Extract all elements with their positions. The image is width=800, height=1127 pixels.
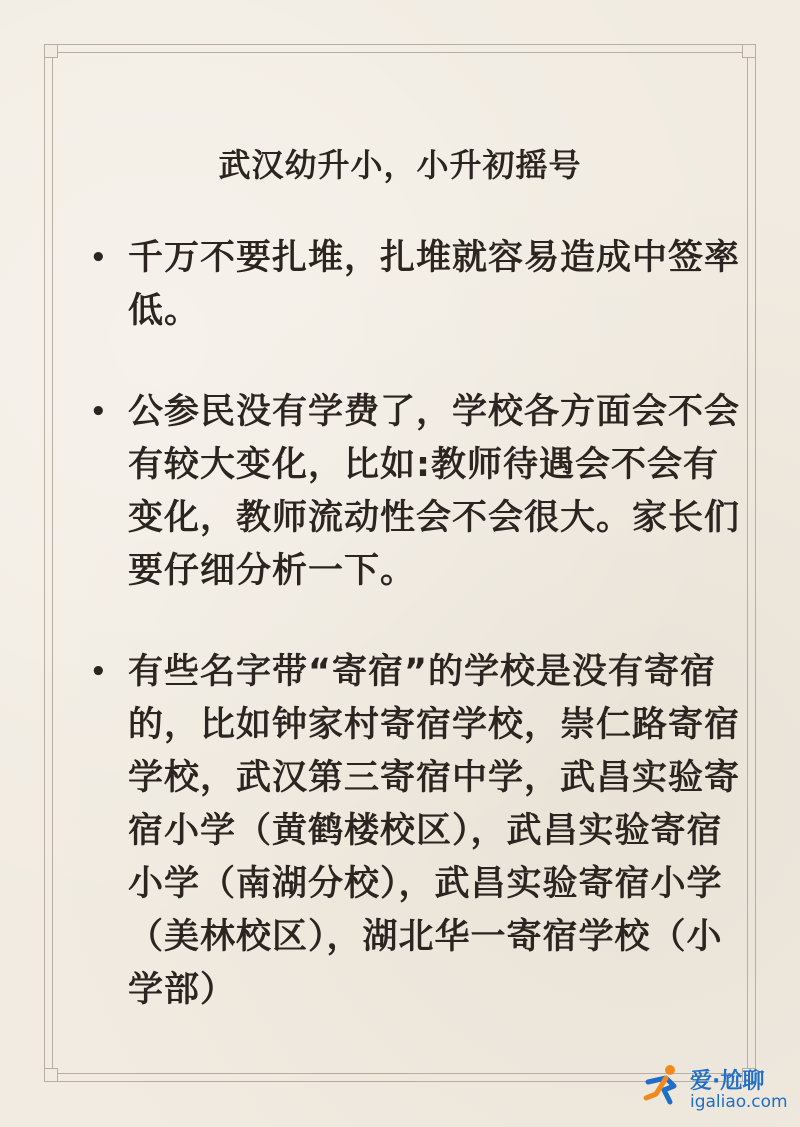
list-item — [90, 646, 740, 1017]
frame-corner-top-right — [742, 44, 756, 58]
watermark-url: igaliao.com — [690, 1092, 788, 1112]
list-item — [90, 386, 740, 598]
list-item-text: 千万不要扎堆，扎堆就容易造成中签率低。 — [128, 238, 741, 331]
bullet-icon: • — [90, 397, 108, 427]
frame-corner-bottom-left — [44, 1068, 58, 1082]
frame-corner-top-left — [44, 44, 58, 58]
bullet-list — [90, 232, 740, 1017]
watermark-name: 爱·尬聊 — [690, 1069, 765, 1094]
bullet-icon: • — [90, 243, 108, 273]
list-item — [90, 232, 740, 338]
watermark — [640, 1058, 790, 1118]
list-item-text: 公参民没有学费了，学校各方面会不会有较大变化，比如:教师待遇会不会有变化，教师流动性会不会很大。家长们要仔细分析一下。 — [128, 392, 741, 591]
list-item-text: 有些名字带“寄宿”的学校是没有寄宿的，比如钟家村寄宿学校，崇仁路寄宿学校，武汉第三寄宿中学，武昌实验寄宿小学（黄鹤楼校区），武昌实验寄宿小学（南湖分校），武昌实验寄宿小学（美林校区），湖北华一寄宿学校（小学部） — [128, 652, 741, 1010]
page-title: 武汉幼升小，小升初摇号 — [218, 146, 582, 184]
runner-logo-icon — [640, 1062, 686, 1108]
bullet-icon: • — [90, 657, 108, 687]
